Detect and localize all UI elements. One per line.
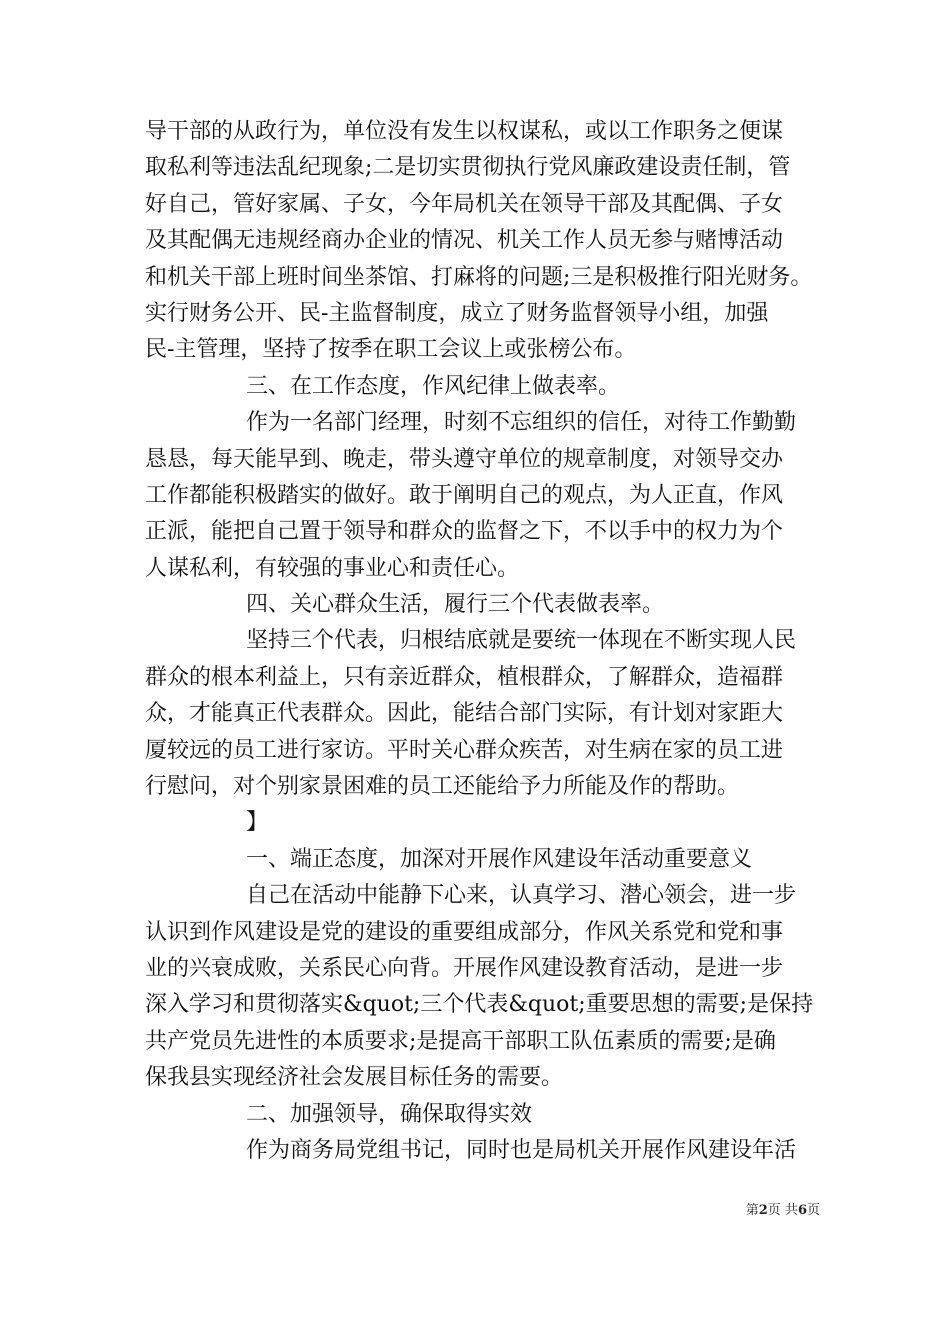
footer-middle: 页 共 bbox=[767, 1203, 798, 1218]
text-line: 民-主管理，坚持了按季在职工会议上或张榜公布。 bbox=[145, 337, 637, 363]
section-heading: 二、加强领导，确保取得实效 bbox=[246, 1101, 533, 1127]
paragraph-start: 作为商务局党组书记，同时也是局机关开展作风建设年活 bbox=[246, 1137, 797, 1163]
text-line: 业的兴衰成败，关系民心向背。开展作风建设教育活动，是进一步 bbox=[145, 955, 784, 981]
paragraph-start: 作为一名部门经理，时刻不忘组织的信任，对待工作勤勤 bbox=[246, 410, 797, 436]
text-line: 取私利等违法乱纪现象;二是切实贯彻执行党风廉政建设责任制，管 bbox=[145, 155, 791, 181]
paragraph-start: 坚持三个代表，归根结底就是要统一体现在不断实现人民 bbox=[246, 628, 797, 654]
text-line: 行慰问，对个别家景困难的员工还能给予力所能及作的帮助。 bbox=[145, 774, 740, 800]
section-heading: 四、关心群众生活，履行三个代表做表率。 bbox=[246, 592, 665, 618]
text-line: 好自己，管好家属、子女，今年局机关在领导干部及其配偶、子女 bbox=[145, 191, 784, 217]
text-line: 深入学习和贯彻落实&quot;三个代表&quot;重要思想的需要;是保持 bbox=[145, 992, 814, 1018]
text-line: 实行财务公开、民-主监督制度，成立了财务监督领导小组，加强 bbox=[145, 300, 769, 326]
bracket-mark: 】 bbox=[246, 810, 269, 836]
text-line: 认识到作风建设是党的建设的重要组成部分，作风关系党和党和事 bbox=[145, 919, 784, 945]
document-body bbox=[145, 114, 820, 1169]
text-line: 群众的根本利益上，只有亲近群众，植根群众，了解群众，造福群 bbox=[145, 664, 784, 690]
section-heading: 一、端正态度，加深对开展作风建设年活动重要意义 bbox=[246, 846, 753, 872]
text-line: 和机关干部上班时间坐茶馆、打麻将的问题;三是积极推行阳光财务。 bbox=[145, 264, 813, 290]
text-line: 保我县实现经济社会发展目标任务的需要。 bbox=[145, 1065, 564, 1091]
text-line: 及其配偶无违规经商办企业的情况、机关工作人员无参与赌博活动 bbox=[145, 228, 784, 254]
text-line: 厦较远的员工进行家访。平时关心群众疾苦，对生病在家的员工进 bbox=[145, 737, 784, 763]
paragraph-start: 自己在活动中能静下心来，认真学习、潜心领会，进一步 bbox=[246, 883, 797, 909]
text-line: 正派，能把自己置于领导和群众的监督之下，不以手中的权力为个 bbox=[145, 519, 784, 545]
page-number-footer bbox=[700, 1202, 820, 1220]
text-line: 人谋私利，有较强的事业心和责任心。 bbox=[145, 555, 520, 581]
text-line: 众，才能真正代表群众。因此，能结合部门实际，有计划对家距大 bbox=[145, 701, 784, 727]
current-page-number: 2 bbox=[758, 1203, 768, 1218]
total-page-count: 6 bbox=[797, 1203, 807, 1218]
text-line: 工作都能积极踏实的做好。敢于阐明自己的观点，为人正直，作风 bbox=[145, 482, 784, 508]
footer-suffix: 页 bbox=[806, 1203, 820, 1218]
footer-prefix: 第 bbox=[745, 1203, 759, 1218]
section-heading: 三、在工作态度，作风纪律上做表率。 bbox=[246, 373, 621, 399]
text-line: 导干部的从政行为，单位没有发生以权谋私，或以工作职务之便谋 bbox=[145, 119, 784, 144]
text-line: 共产党员先进性的本质要求;是提高干部职工队伍素质的需要;是确 bbox=[145, 1028, 776, 1054]
text-line: 恳恳，每天能早到、晚走，带头遵守单位的规章制度，对领导交办 bbox=[145, 446, 784, 472]
